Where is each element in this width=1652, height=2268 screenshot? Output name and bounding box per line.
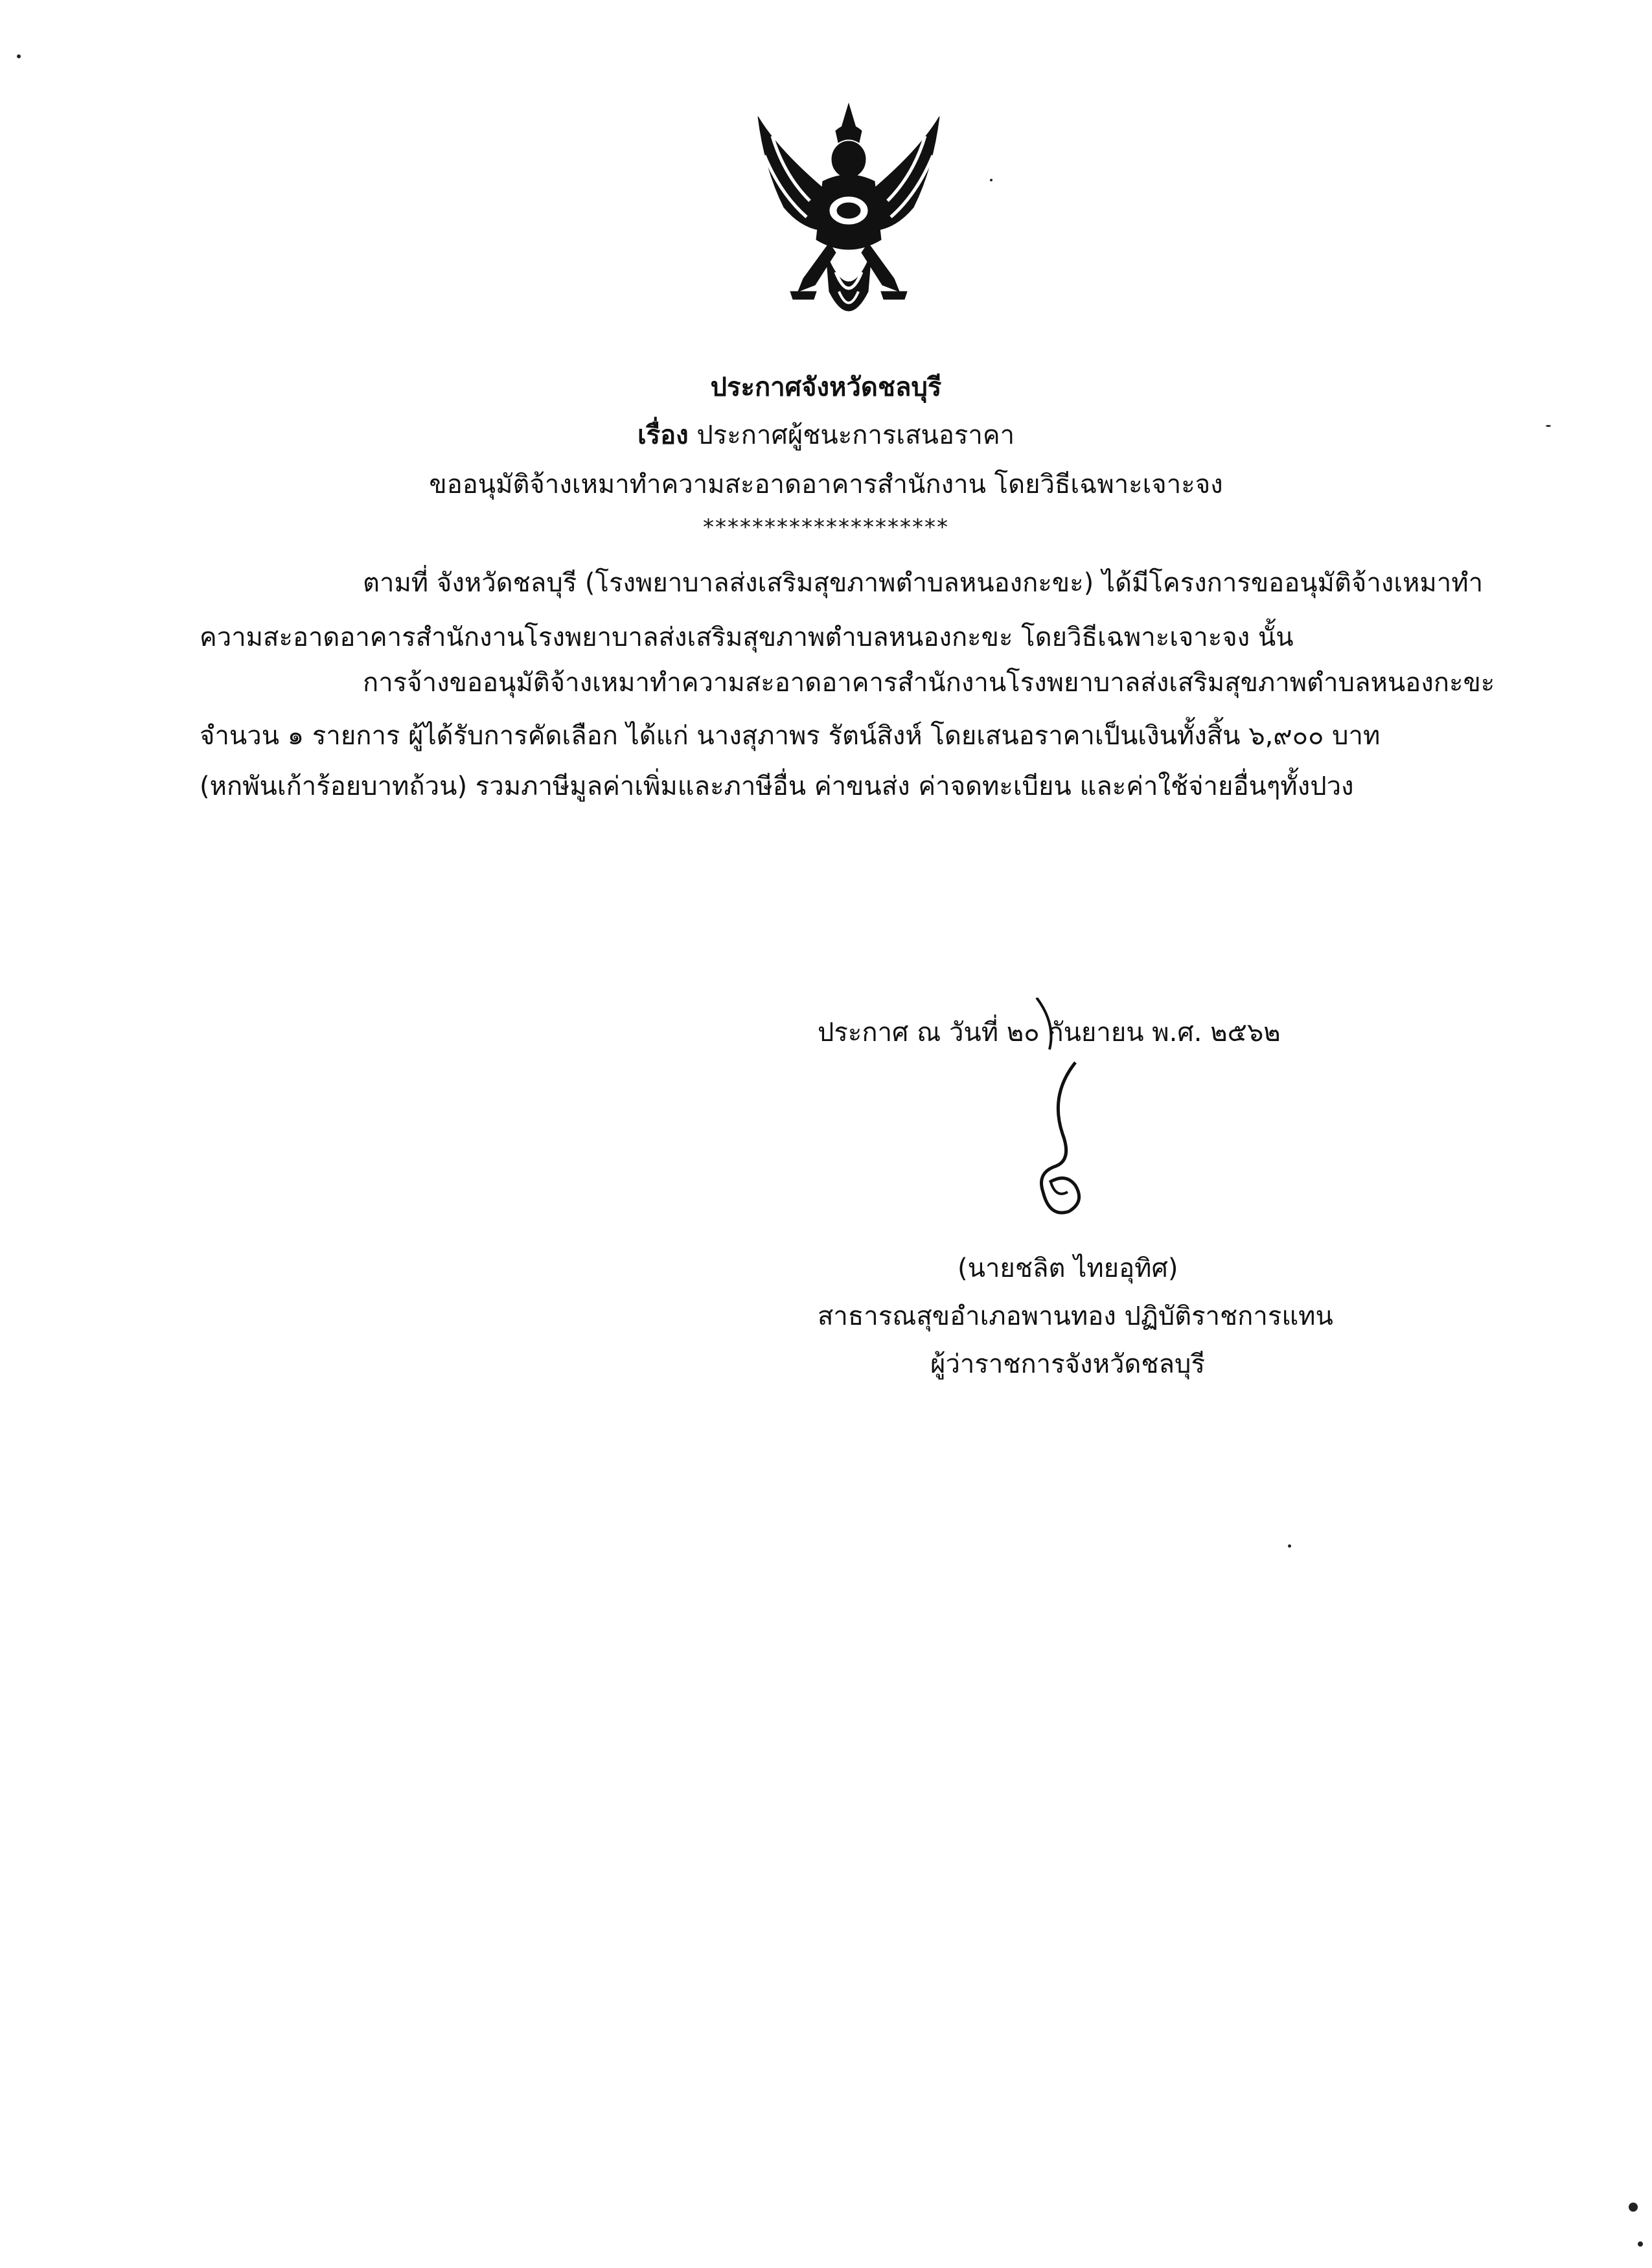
scan-speck [1638,2241,1643,2247]
document-title: ประกาศจังหวัดชลบุรี [710,372,942,402]
scan-speck [1288,1544,1291,1548]
scan-speck [990,179,992,181]
separator-stars: ******************** [703,514,949,540]
body-paragraph-2-line-2: จำนวน ๑ รายการ ผู้ได้รับการคัดเลือก ได้แก่ นางสุภาพร รัตน์สิงห์ โดยเสนอราคาเป็นเงินทั้งสิ้น ๖,๙๐๐ บาท [200,721,1381,751]
signer-authority: ผู้ว่าราชการจังหวัดชลบุรี [930,1349,1205,1379]
body-paragraph-1-line-1: ตามที่ จังหวัดชลบุรี (โรงพยาบาลส่งเสริมสุขภาพตำบลหนองกะขะ) ได้มีโครงการขออนุมัติจ้างเหมาทำ [363,568,1484,598]
garuda-emblem-icon [739,97,959,337]
body-paragraph-2-line-1: การจ้างขออนุมัติจ้างเหมาทำความสะอาดอาคารสำนักงานโรงพยาบาลส่งเสริมสุขภาพตำบลหนองกะขะ [363,668,1495,698]
subject-line-2: ขออนุมัติจ้างเหมาทำความสะอาดอาคารสำนักงาน โดยวิธีเฉพาะเจาะจง [429,470,1223,499]
subject-text: ประกาศผู้ชนะการเสนอราคา [696,420,1015,450]
body-paragraph-1-line-2: ความสะอาดอาคารสำนักงานโรงพยาบาลส่งเสริมสุขภาพตำบลหนองกะขะ โดยวิธีเฉพาะเจาะจง นั้น [200,623,1294,652]
subject-line [0,418,1652,452]
subject-label: เรื่อง [637,420,689,450]
announcement-date: ประกาศ ณ วันที่ ๒๐ กันยายน พ.ศ. ๒๕๖๒ [818,1018,1281,1048]
scan-speck [1629,2203,1638,2212]
scan-speck [1546,425,1551,427]
signature-mark-icon [1011,998,1108,1231]
signer-position: สาธารณสุขอำเภอพานทอง ปฏิบัติราชการแทน [818,1301,1333,1331]
signer-name: (นายชลิต ไทยอุทิศ) [958,1254,1178,1283]
body-paragraph-2-line-3: (หกพันเก้าร้อยบาทถ้วน) รวมภาษีมูลค่าเพิ่มและภาษีอื่น ค่าขนส่ง ค่าจดทะเบียน และค่าใช้จ่ายอื่นๆทั้งปวง [200,772,1354,801]
scan-speck [17,54,21,58]
